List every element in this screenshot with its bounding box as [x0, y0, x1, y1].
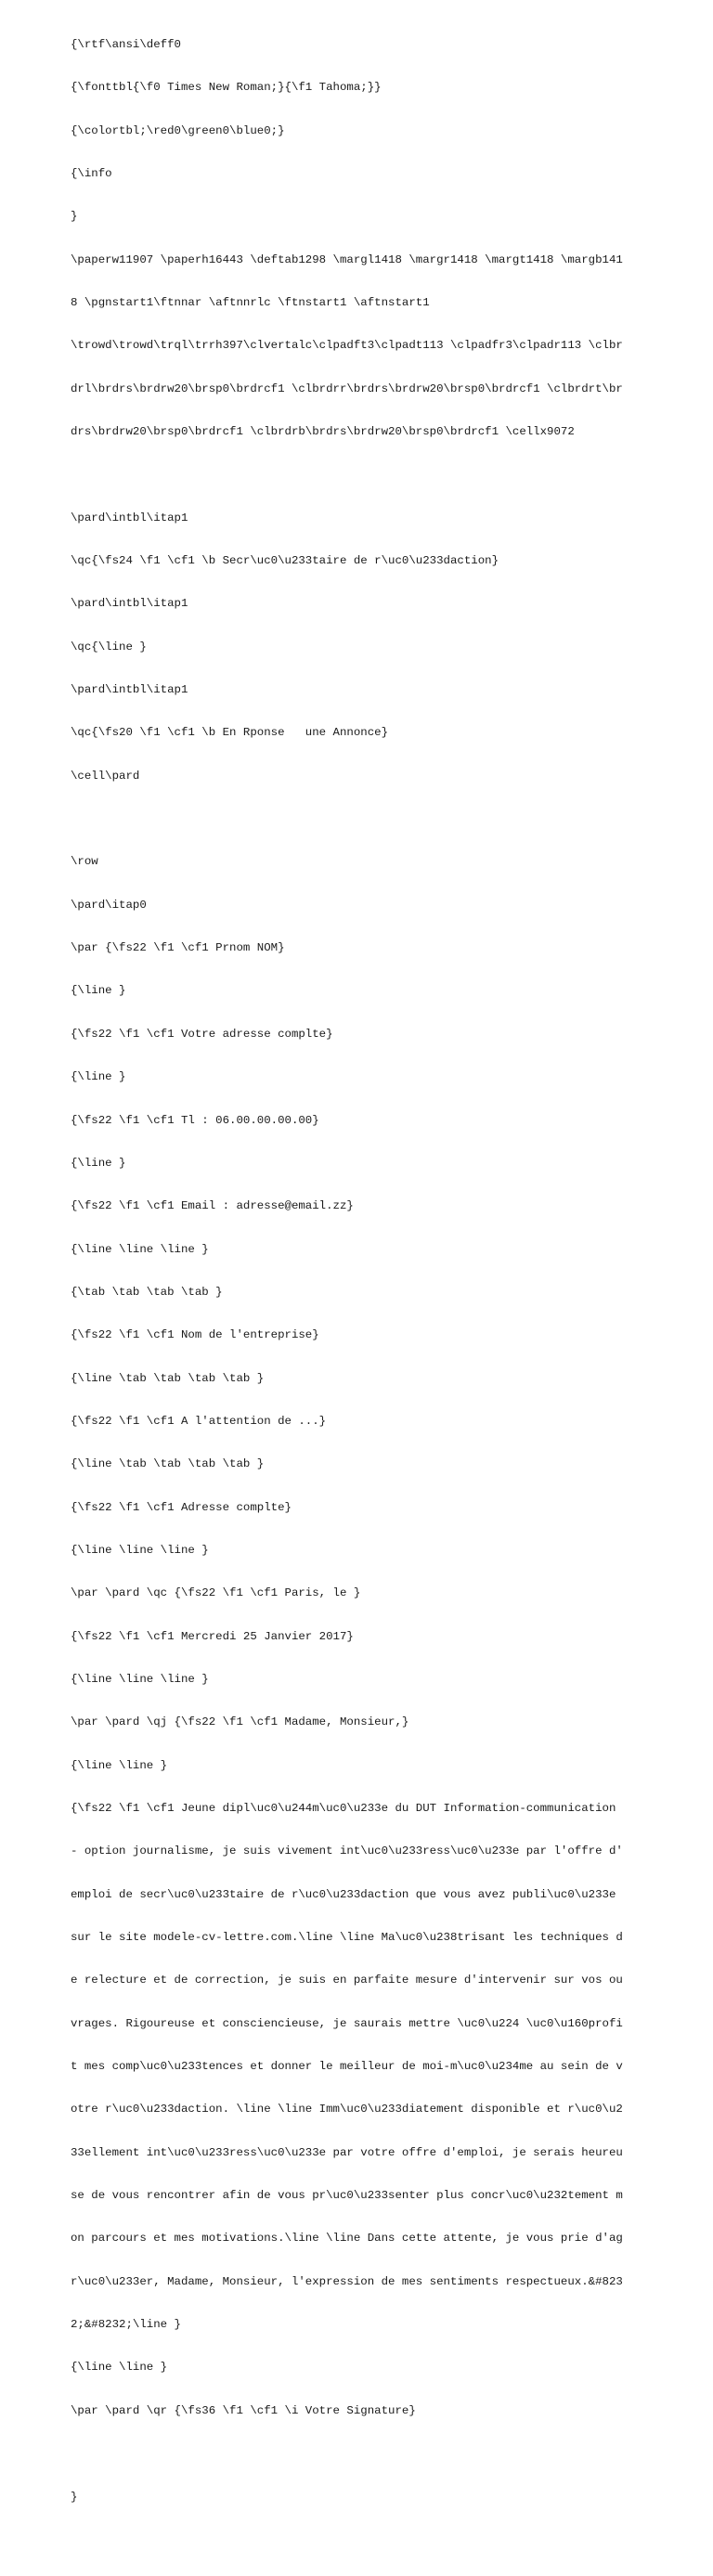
text-line: {\fs22 \f1 \cf1 Tl : 06.00.00.00.00}	[71, 1113, 319, 1127]
text-line: - option journalisme, je suis vivement int\uc0\u233ress\uc0\u233e par l'offre d'	[71, 1845, 623, 1858]
text-line: {\line \line }	[71, 2361, 168, 2375]
text-line: \pard\intbl\itap1	[71, 683, 188, 697]
text-line: {\fs22 \f1 \cf1 Adresse complte}	[71, 1500, 292, 1514]
text-line: on parcours et mes motivations.\line \line Dans cette attente, je vous prie d'ag	[71, 2232, 623, 2246]
text-line: \par \pard \qc {\fs22 \f1 \cf1 Paris, le }	[71, 1586, 361, 1600]
text-line: se de vous rencontrer afin de vous pr\uc0\u233senter plus concr\uc0\u232tement m	[71, 2189, 623, 2203]
text-line: {\fs22 \f1 \cf1 Nom de l'entreprise}	[71, 1328, 319, 1342]
text-line: {\fs22 \f1 \cf1 Jeune dipl\uc0\u244m\uc0\u233e du DUT Information-communication	[71, 1802, 616, 1815]
text-line: {\line \line }	[71, 1758, 168, 1772]
blank-line	[71, 812, 646, 826]
text-line: {\fs22 \f1 \cf1 A l'attention de ...}	[71, 1414, 327, 1428]
text-line: {\line \line \line }	[71, 1242, 209, 1256]
text-line: sur le site modele-cv-lettre.com.\line \line Ma\uc0\u238trisant les techniques d	[71, 1931, 623, 1945]
text-line: {\fonttbl{\f0 Times New Roman;}{\f1 Tahoma;}}	[71, 81, 382, 95]
text-line: emploi de secr\uc0\u233taire de r\uc0\u233daction que vous avez publi\uc0\u233e	[71, 1887, 616, 1901]
text-line: {\tab \tab \tab \tab }	[71, 1285, 223, 1299]
text-line	[71, 2447, 646, 2461]
text-line: {\info	[71, 166, 112, 180]
text-line: {\line }	[71, 1156, 126, 1170]
text-line: {\fs22 \f1 \cf1 Email : adresse@email.zz}	[71, 1199, 354, 1213]
text-line: \qc{\fs20 \f1 \cf1 \b En Rponse une Annonce}	[71, 726, 389, 740]
text-line: otre r\uc0\u233daction. \line \line Imm\uc0\u233diatement disponible et r\uc0\u2	[71, 2103, 623, 2116]
text-line: }	[71, 210, 78, 224]
text-line: \pard\intbl\itap1	[71, 511, 188, 524]
text-line: {\line \line \line }	[71, 1543, 209, 1557]
text-line: t mes comp\uc0\u233tences et donner le meilleur de moi-m\uc0\u234me au sein de v	[71, 2060, 623, 2074]
blank-line	[71, 468, 646, 482]
text-line: drs\brdrw20\brsp0\brdrcf1 \clbrdrb\brdrs\brdrw20\brsp0\brdrcf1 \cellx9072	[71, 425, 575, 438]
text-line: e relecture et de correction, je suis en parfaite mesure d'intervenir sur vos ou	[71, 1974, 623, 1987]
text-line: r\uc0\u233er, Madame, Monsieur, l'expression de mes sentiments respectueux.&#823	[71, 2274, 623, 2288]
text-line: \par \pard \qj {\fs22 \f1 \cf1 Madame, Monsieur,}	[71, 1715, 409, 1729]
text-line: \row	[71, 855, 98, 869]
text-line: {\line \tab \tab \tab \tab }	[71, 1457, 265, 1471]
text-line: \par {\fs22 \f1 \cf1 Prnom NOM}	[71, 941, 285, 955]
blank-line: }	[71, 2490, 78, 2504]
text-line: {\fs22 \f1 \cf1 Votre adresse complte}	[71, 1027, 333, 1041]
text-line: vrages. Rigoureuse et consciencieuse, je saurais mettre \uc0\u224 \uc0\u160profi	[71, 2016, 623, 2030]
text-line: {\line \tab \tab \tab \tab }	[71, 1371, 265, 1385]
text-line: \cell\pard	[71, 769, 140, 783]
text-line: {\fs22 \f1 \cf1 Mercredi 25 Janvier 2017}	[71, 1629, 354, 1643]
text-line: \paperw11907 \paperh16443 \deftab1298 \margl1418 \margr1418 \margt1418 \margb141	[71, 252, 623, 266]
text-line: \trowd\trowd\trql\trrh397\clvertalc\clpadft3\clpadt113 \clpadfr3\clpadr113 \clbr	[71, 339, 623, 353]
text-line: 33ellement int\uc0\u233ress\uc0\u233e par votre offre d'emploi, je serais heureu	[71, 2145, 623, 2159]
text-line: \qc{\line }	[71, 640, 147, 654]
text-line: \pard\intbl\itap1	[71, 597, 188, 611]
text-line: 2;&#8232;\line }	[71, 2318, 181, 2332]
text-line: {\line }	[71, 984, 126, 998]
text-line: {\rtf\ansi\deff0	[71, 37, 181, 51]
rtf-source-text	[71, 9, 646, 2576]
text-line	[71, 2533, 646, 2547]
text-line: {\line \line \line }	[71, 1672, 209, 1686]
text-line: \par \pard \qr {\fs36 \f1 \cf1 \i Votre Signature}	[71, 2403, 416, 2417]
text-line: 8 \pgnstart1\ftnnar \aftnnrlc \ftnstart1 \aftnstart1	[71, 295, 430, 309]
text-line: {\line }	[71, 1070, 126, 1084]
text-line: drl\brdrs\brdrw20\brsp0\brdrcf1 \clbrdrr\brdrs\brdrw20\brsp0\brdrcf1 \clbrdrt\br	[71, 382, 623, 395]
text-line: \qc{\fs24 \f1 \cf1 \b Secr\uc0\u233taire de r\uc0\u233daction}	[71, 554, 499, 568]
text-line: {\colortbl;\red0\green0\blue0;}	[71, 123, 285, 137]
text-line: \pard\itap0	[71, 898, 147, 912]
